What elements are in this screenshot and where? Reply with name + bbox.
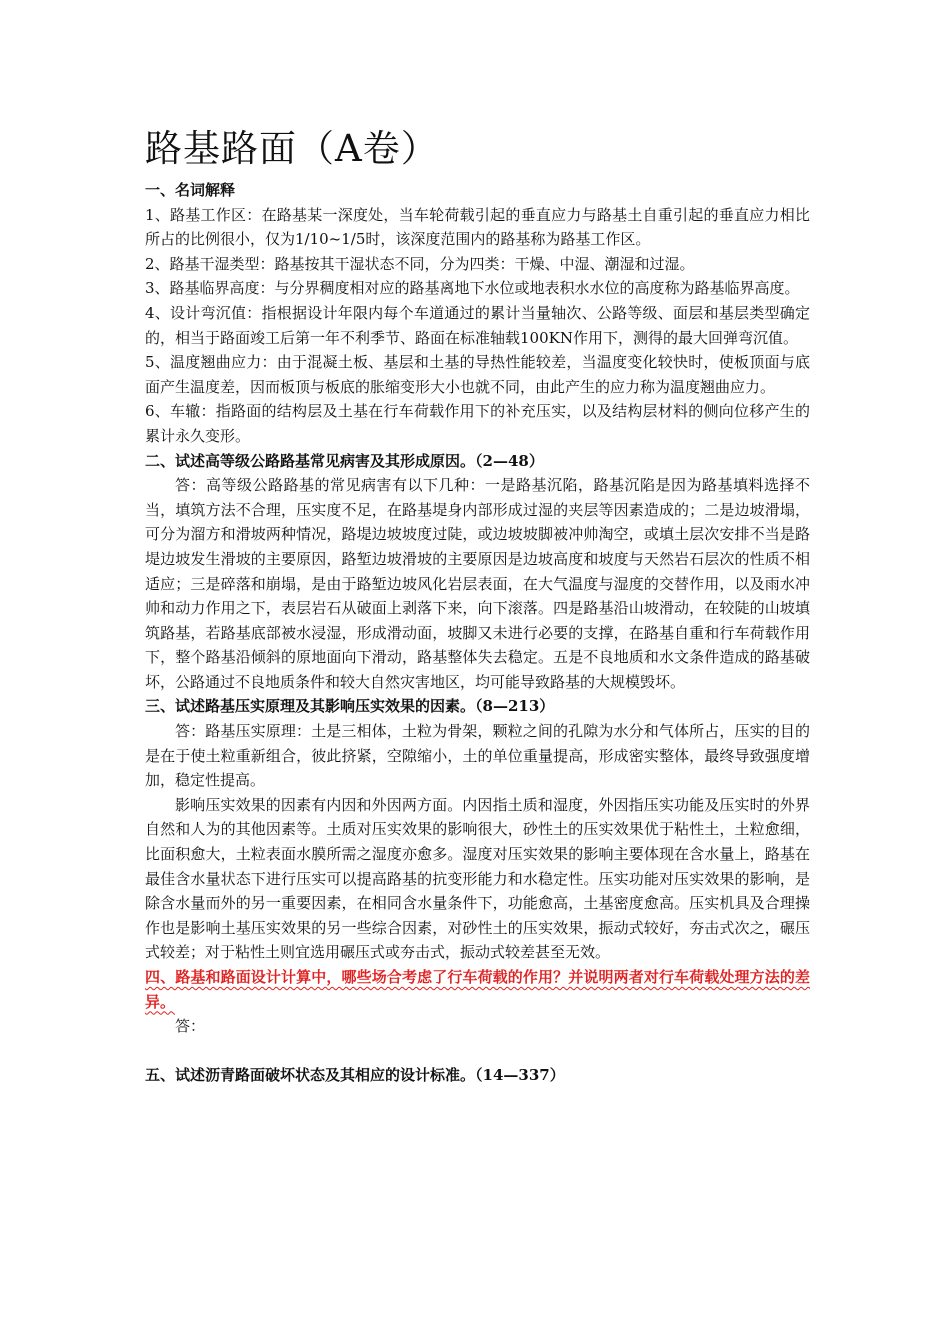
section-4-answer: 答： — [175, 1017, 206, 1036]
section-1-heading: 一、名词解释 — [145, 181, 236, 199]
document-page — [145, 122, 810, 1088]
blank-line — [145, 1039, 810, 1064]
section-2-heading: 二、试述高等级公路路基常见病害及其形成原因。（2—48） — [145, 451, 544, 470]
section-4-heading-text: 四、路基和路面设计计算中，哪些场合考虑了行车荷载的作用？并说明两者对行车荷载处理方法的差异。 — [145, 968, 810, 1011]
definition-item: 4、设计弯沉值：指根据设计年限内每个车道通过的累计当量轴次、公路等级、面层和基层类型确定的，相当于路面竣工后第一年不利季节、路面在标准轴载100KN作用下，测得的最大回弹弯沉值。 — [145, 303, 810, 347]
section-4-heading — [145, 965, 810, 1014]
definition-item: 3、路基临界高度：与分界稠度相对应的路基离地下水位或地表积水水位的高度称为路基临界高度。 — [145, 279, 800, 298]
definition-item: 5、温度翘曲应力：由于混凝土板、基层和土基的导热性能较差，当温度变化较快时，使板顶面与底面产生温度差，因而板顶与板底的胀缩变形大小也就不同，由此产生的应力称为温度翘曲应力。 — [145, 353, 810, 396]
section-3-answer-principle: 答：路基压实原理：土是三相体，土粒为骨架，颗粒之间的孔隙为水分和气体所占，压实的目的是在于使土粒重新组合，彼此挤紧，空隙缩小，土的单位重量提高，形成密实整体，最终导致强度增加，稳定性提高。 — [145, 722, 810, 790]
definition-item: 6、车辙：指路面的结构层及土基在行车荷载作用下的补充压实，以及结构层材料的侧向位移产生的累计永久变形。 — [145, 402, 810, 445]
section-3-answer-factors: 影响压实效果的因素有内因和外因两方面。内因指土质和湿度，外因指压实功能及压实时的外界自然和人为的其他因素等。土质对压实效果的影响很大，砂性土的压实效果优于粘性土，土粒愈细，比面积愈大，土粒表面水膜所需之湿度亦愈多。湿度对压实效果的影响主要体现在含水量上，路基在最佳含水量状态下进行压实可以提高路基的抗变形能力和水稳定性。压实功能对压实效果的影响，是除含水量而外的另一重要因素，在相同含水量条件下，功能愈高，土基密度愈高。压实机具及合理操作也是影响土基压实效果的另一些综合因素，对砂性土的压实效果，振动式较好，夯击式次之，碾压式较差；对于粘性土则宜选用碾压式或夯击式，振动式较差甚至无效。 — [145, 795, 810, 962]
definition-item: 2、路基干湿类型：路基按其干湿状态不同，分为四类：干燥、中湿、潮湿和过湿。 — [145, 254, 695, 273]
document-title: 路基路面（A卷） — [145, 127, 439, 170]
section-2-answer: 答：高等级公路路基的常见病害有以下几种：一是路基沉陷，路基沉陷是因为路基填料选择不当，填筑方法不合理，压实度不足，在路基堤身内部形成过湿的夹层等因素造成的；二是边坡滑塌，可分为溜方和滑坡两种情况，路堤边坡坡度过陡，或边坡坡脚被冲帅淘空，或填土层次安排不当是路堤边坡发生滑坡的主要原因，路堑边坡滑坡的主要原因是边坡高度和坡度与天然岩石层次的性质不相适应；三是碎落和崩塌，是由于路堑边坡风化岩层表面，在大气温度与湿度的交替作用，以及雨水冲帅和动力作用之下，表层岩石从破面上剥落下来，向下滚落。四是路基沿山坡滑动，在较陡的山坡填筑路基，若路基底部被水浸湿，形成滑动面，坡脚又未进行必要的支撑，在路基自重和行车荷载作用下，整个路基沿倾斜的原地面向下滑动，路基整体失去稳定。五是不良地质和水文条件造成的路基破坏，公路通过不良地质条件和较大自然灾害地区，均可能导致路基的大规模毁坏。 — [145, 476, 810, 691]
definition-item: 1、路基工作区：在路基某一深度处，当车轮荷载引起的垂直应力与路基土自重引起的垂直应力相比所占的比例很小，仅为1/10~1/5时，该深度范围内的路基称为路基工作区。 — [145, 205, 810, 249]
section-5-heading: 五、试述沥青路面破坏状态及其相应的设计标准。（14—337） — [145, 1066, 565, 1085]
section-3-heading: 三、试述路基压实原理及其影响压实效果的因素。（8—213） — [145, 697, 555, 716]
